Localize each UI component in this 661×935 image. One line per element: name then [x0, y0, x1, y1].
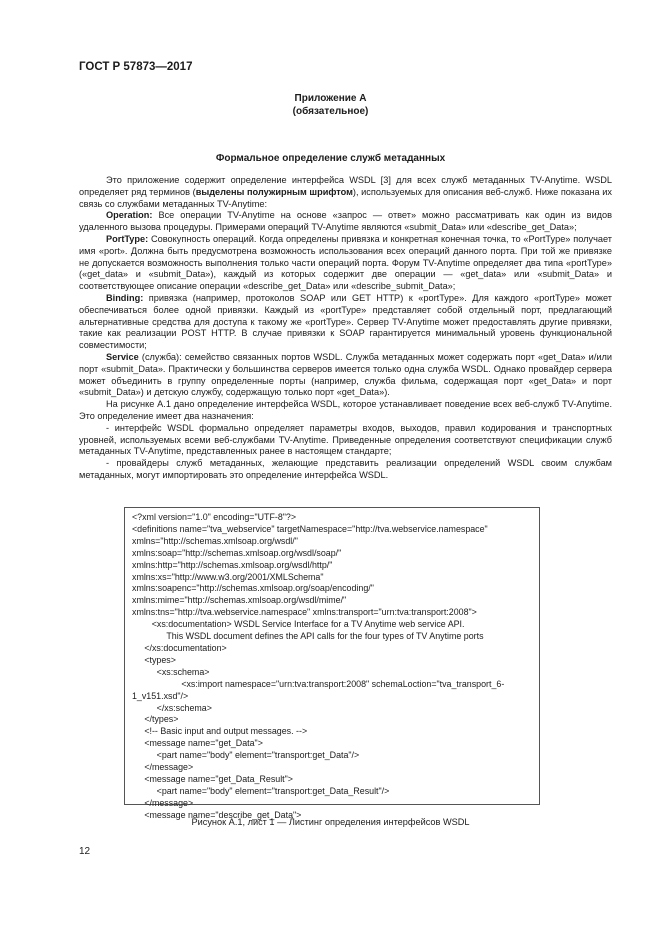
service-term: Service [106, 351, 139, 362]
body-text [79, 175, 612, 482]
appendix-subtitle: (обязательное) [292, 106, 369, 117]
code-line: xmlns:xs="http://www.w3.org/2001/XMLSchema" [132, 571, 324, 582]
wsdl-code-listing [124, 507, 540, 820]
page-number: 12 [79, 846, 91, 857]
code-line: <part name="body" element="transport:get_Data_Result"/> [132, 785, 390, 796]
figure-caption: Рисунок А.1, лист 1 — Листинг определения интерфейсов WSDL [191, 817, 470, 827]
binding-paragraph [79, 293, 612, 352]
code-line: <message name="describe_get_Data"> [132, 809, 302, 820]
code-line: <message name="get_Data_Result"> [132, 773, 293, 784]
code-line: <xs:schema> [132, 666, 210, 677]
porttype-text: Совокупность операций. Когда определены привязка и конкретная конечная точка, то «PortType» получает имя «port». Должна быть предусмотрена возможность использования всех операций данного порта. При той же привязке не допускается возможность выполнения только части операций порта. Форум TV-Anytime определяет два типа «portType» («get_data» и «submit_Data»), каждый из которых содержит две операции — «get_data» или «submit_Data» и соответствующее описание операции «describe_get_Data» или «describe_submit_Data»; [79, 233, 612, 292]
code-line: xmlns:tns="http://tva.webservice.namespace" xmlns:transport="urn:tva:transport:2008"> [132, 607, 477, 618]
figure-intro-paragraph: На рисунке А.1 дано определение интерфейса WSDL, которое устанавливает поведение всех веб-служб TV-Anytime. Это определение имеет два назначения: [79, 399, 612, 421]
code-line: </xs:schema> [132, 702, 212, 713]
binding-term: Binding: [106, 292, 144, 303]
code-line: <xs:documentation> WSDL Service Interface for a TV Anytime web service API. [132, 619, 465, 630]
code-line: </message> [132, 762, 194, 773]
code-line: xmlns:soap="http://schemas.xmlsoap.org/wsdl/soap/" [132, 547, 342, 558]
code-line: </message> [132, 797, 194, 808]
operation-text: Все операции TV-Anytime на основе «запрос — ответ» можно рассматривать как один из видов удаленного вызова процедуры. Примерами операций TV-Anytime являются «submit_Data» или «describe_get_Data»; [79, 210, 612, 233]
service-paragraph [79, 352, 612, 399]
purpose-item-1: - интерфейс WSDL формально определяет параметры входов, выходов, правил кодирования и транспортных уровней, используемых всеми веб-службами TV-Anytime. Приведенные определения соответствуют спецификации служб метаданных TV-Anytime, представленных ранее в настоящем стандарте; [79, 422, 612, 457]
code-line: <xs:import namespace="urn:tva:transport:2008" schemaLoction="tva_transport_6- [132, 678, 505, 689]
code-line: xmlns="http://schemas.xmlsoap.org/wsdl/" [132, 535, 298, 546]
binding-text: привязка (например, протоколов SOAP или GET HTTP) к «portType». Для каждого «portType» может обеспечиваться более одной привязки. Каждый из «portType» представляет собой отдельный порт, предлагающий альтернативные средства для доступа к такому же «portType». Сервер TV-Anytime может предоставлять другие привязки, такие как реализации POST HTTP. В случае привязки к SOAP гарантируется минимальный уровень функциональной совместимости; [79, 292, 612, 351]
code-line: </types> [132, 714, 179, 725]
code-line: <?xml version="1.0" encoding="UTF-8"?> [132, 512, 297, 522]
code-line: <message name="get_Data"> [132, 738, 263, 749]
code-line: <types> [132, 654, 176, 665]
porttype-paragraph [79, 234, 612, 293]
operation-term: Operation: [106, 210, 153, 221]
document-header: ГОСТ Р 57873—2017 [79, 61, 193, 73]
code-line: xmlns:soapenc="http://schemas.xmlsoap.org/soap/encoding/" [132, 583, 374, 594]
code-line: </xs:documentation> [132, 642, 227, 653]
purpose-item-2: - провайдеры служб метаданных, желающие представить реализации определений WSDL своим службам метаданных, могут импортировать это определение интерфейса WSDL. [79, 458, 612, 480]
intro-text-b: ), используемых для описания веб-служб. Ниже показана их связь со службами метаданных TV-Anytime: [79, 186, 612, 209]
appendix-title: Приложение А [294, 93, 367, 104]
code-line: <!-- Basic input and output messages. --> [132, 726, 308, 737]
porttype-term: PortType: [106, 233, 149, 244]
intro-bold: выделены полужирным шрифтом [195, 186, 353, 197]
code-line: This WSDL document defines the API calls for the four types of TV Anytime ports [132, 631, 484, 642]
code-line: <part name="body" element="transport:get_Data"/> [132, 750, 360, 761]
code-line: <definitions name="tva_webservice" targetNamespace="http://tva.webservice.namespace" [132, 523, 488, 534]
service-text: (служба): семейство связанных портов WSDL. Служба метаданных может содержать порт «get_Data» и/или порт «submit_Data». Практически у большинства серверов имеется только одна служба WSDL. Однако провайдер сервера может объединить в группу определенные порты (например, служба фильма, содержащая порт «get_Data» и порт «submit_Data») и детскую службу, содержащую только порт «get_Data»). [79, 351, 612, 398]
code-line: xmlns:http="http://schemas.xmlsoap.org/wsdl/http/" [132, 559, 333, 570]
section-title: Формальное определение служб метаданных [215, 153, 446, 164]
code-line: xmlns:mime="http://schemas.xmlsoap.org/wsdl/mime/" [132, 595, 347, 606]
intro-paragraph [79, 175, 612, 210]
operation-paragraph [79, 210, 612, 234]
intro-text-a: Это приложение содержит определение интерфейса WSDL [3] для всех служб метаданных TV-Anytime. WSDL определяет ряд терминов ( [79, 175, 612, 197]
code-line: 1_v151.xsd"/> [132, 690, 189, 701]
